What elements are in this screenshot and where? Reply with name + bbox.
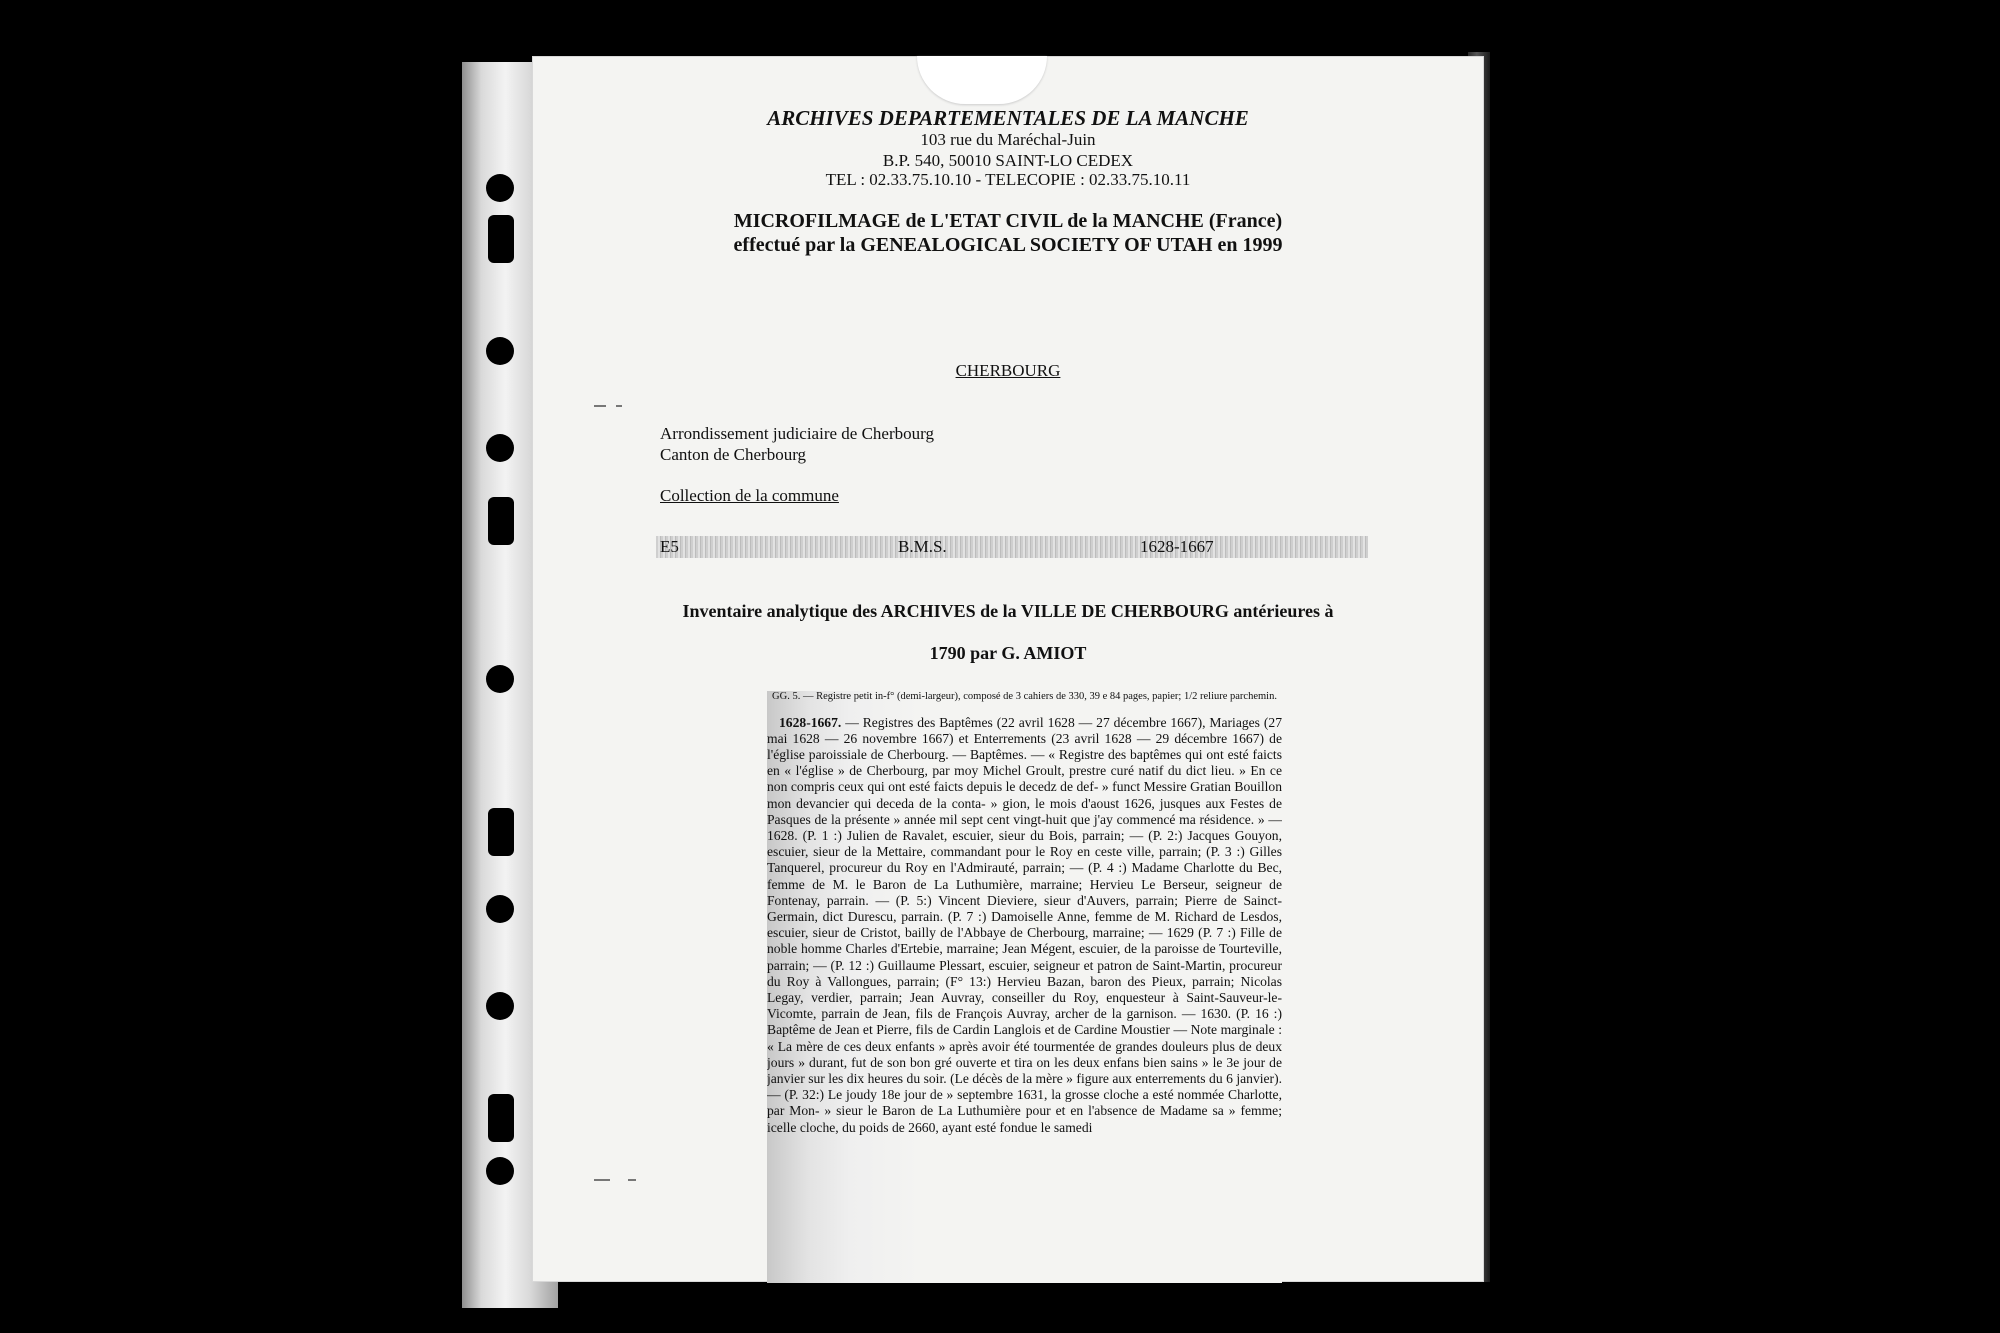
reference-years: 1628-1667 (1140, 537, 1214, 556)
punch-slot (488, 497, 514, 545)
excerpt-heading: GG. 5. — Registre petit in-f° (demi-largeur), composé de 3 cahiers de 330, 39 e 84 pages, papier; 1/2 reliure parchemin. (772, 691, 1277, 702)
punch-hole (486, 174, 514, 202)
address-line-2: B.P. 540, 50010 SAINT-LO CEDEX (882, 151, 1134, 170)
commune-name: CHERBOURG (955, 361, 1061, 380)
arrondissement-label: Arrondissement judiciaire de Cherbourg (660, 424, 934, 443)
punch-slot (488, 1094, 514, 1142)
excerpt-date-range: 1628-1667. (779, 714, 842, 730)
address-line-1: 103 rue du Maréchal-Juin (920, 130, 1096, 149)
excerpt-paragraph (767, 715, 1282, 1136)
scan-speck (628, 1179, 636, 1181)
punch-hole (486, 337, 514, 365)
scan-speck (594, 405, 606, 407)
reference-type: B.M.S. (898, 537, 947, 556)
punch-hole (486, 434, 514, 462)
microfilm-title: MICROFILMAGE de L'ETAT CIVIL de la MANCHE (France) (733, 210, 1283, 232)
scan-speck (594, 1179, 610, 1181)
scan-speck (616, 405, 622, 407)
inventory-excerpt (767, 691, 1282, 1283)
contact-line: TEL : 02.33.75.10.10 - TELECOPIE : 02.33.75.10.11 (825, 170, 1191, 189)
punch-hole (486, 665, 514, 693)
punch-slot (488, 808, 514, 856)
reference-code: E5 (660, 537, 679, 556)
page-tab (917, 56, 1047, 104)
punch-hole (486, 895, 514, 923)
canton-label: Canton de Cherbourg (660, 445, 807, 464)
microfilm-subtitle: effectué par la GENEALOGICAL SOCIETY OF UTAH en 1999 (733, 234, 1283, 256)
punch-hole (486, 1157, 514, 1185)
reference-bar (656, 536, 1368, 558)
excerpt-body: — Registres des Baptêmes (22 avril 1628 — 27 décembre 1667), Mariages (27 mai 1628 — 26 novembre 1667) et Enterrements (23 avril 1628 — 29 décembre 1667) de l'église paroissiale de Cherbourg. — Baptêmes. — « Registre des baptêmes qui ont esté faicts en « l'église » de Cherbourg, par moy Michel Groult, prestre curé natif du dict lieu. » En ce non compris ceux qui ont esté faicts depuis le decedz de def- » funct Messire Gratian Bouillon mon devancier qui deceda de la conta- » gion, le mois d'aoust 1626, jusques aux Festes de Pasques de la présente » année mil sept cent vingt-huit que j'ay commencé ma résidence. » — 1628. (P. 1 :) Julien de Ravalet, escuier, sieur du Bois, parrain; — (P. 2:) Jacques Gouyon, escuier, sieur de la Mettaire, commandant pour le Roy en ceste ville, parrain; (P. 3 :) Gilles Tanquerel, procureur du Roy en l'Admirauté, parrain; — (P. 4 :) Madame Charlotte du Bec, femme de M. le Baron de La Luthumière, marraine; Hervieu Le Berseur, seigneur de Fontenay, parrain. — (P. 5:) Vincent Dieviere, sieur d'Auvers, parrain; Pierre de Sainct-Germain, dict Durescu, parrain. (P. 7 :) Damoiselle Anne, femme de M. Richard de Lesdos, escuier, sieur de Cristot, bailly de l'Abbaye de Cherbourg, marraine; — 1629 (P. 7 :) Fille de noble homme Charles d'Ertebie, marraine; Jean Mégent, escuier, de la paroisse de Tourteville, parrain; — (P. 12 :) Guillaume Plessart, escuier, seigneur et patron de Saint-Martin, procureur du Roy à Vallongues, parrain; (F° 13:) Hervieu Bazan, baron des Pieux, parrain; Nicolas Legay, verdier, parrain; Jean Auvray, conseiller du Roy, enquesteur à Saint-Sauveur-le-Vicomte, parrain de Jean, fils de François Auvray, archer de la garnison. — 1630. (P. 16 :) Baptême de Jean et Pierre, fils de Cardin Langlois et de Cardine Moustier — Note marginale : « La mère de ces deux enfants » après avoir été tourmentée de grandes douleurs plus de deux jours » durant, fut de son bon gré ouverte et tira on les deux enfans bien sains » le 3e jour de janvier sur les dix heures du soir. (Le décès de la mère » figure aux enterrements du 6 janvier). — (P. 32:) Le joudy 18e jour de » septembre 1631, la grosse cloche a esté nommée Charlotte, par Mon- » sieur le Baron de La Luthumière pour et en l'absence de Madame sa » femme; icelle cloche, du poids de 2660, ayant esté fondue le samedi (767, 714, 1282, 1135)
punch-hole (486, 992, 514, 1020)
document-page (532, 56, 1484, 1282)
inventory-author: 1790 par G. AMIOT (929, 643, 1087, 663)
institution-title: ARCHIVES DEPARTEMENTALES DE LA MANCHE (767, 106, 1249, 130)
inventory-title: Inventaire analytique des ARCHIVES de la VILLE DE CHERBOURG antérieures à (682, 601, 1334, 621)
punch-slot (488, 215, 514, 263)
collection-label: Collection de la commune (660, 486, 839, 505)
